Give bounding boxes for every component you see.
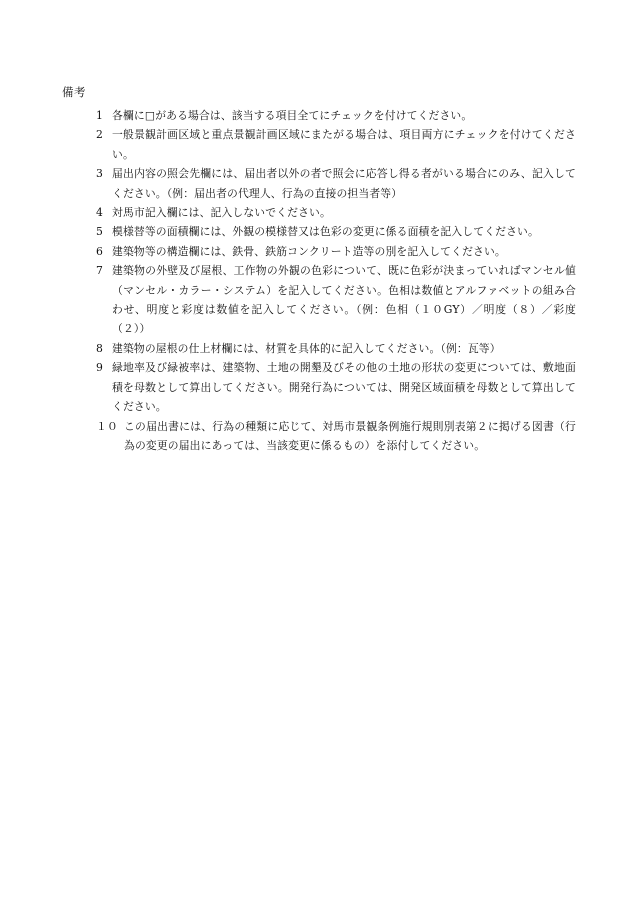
remarks-list — [96, 106, 576, 455]
remark-number: 7 — [96, 264, 104, 278]
remark-number: 9 — [96, 361, 104, 375]
remark-number: １０ — [96, 419, 118, 433]
remark-item-3 — [96, 164, 576, 203]
remark-number: 3 — [96, 167, 104, 181]
remark-text: 建築物等の構造欄には、鉄骨、鉄筋コンクリート造等の別を記入してください。 — [112, 244, 506, 258]
remark-number: 6 — [96, 244, 104, 258]
remark-number: 5 — [96, 225, 104, 239]
remark-number: 8 — [96, 341, 104, 355]
remark-text: 建築物の屋根の仕上材欄には、材質を具体的に記入してください。（例：瓦等） — [112, 341, 501, 355]
remarks-heading: 備考 — [62, 85, 86, 99]
remark-item-9 — [96, 358, 576, 416]
remark-text: 対馬市記入欄には、記入しないでください。 — [112, 206, 331, 220]
remark-number: 2 — [96, 128, 104, 142]
remark-text: 建築物の外壁及び屋根、工作物の外観の色彩について、既に色彩が決まっていればマンセル値（マンセル・カラー・システム）を記入してください。色相は数値とアルファベットの組み合わせ、明度と彩度は数値を記入してください。（例：色相（１０GY）／明度（８）／彩度（２）） — [112, 264, 576, 336]
remark-item-2 — [96, 125, 576, 164]
remark-text: 一般景観計画区域と重点景観計画区域にまたがる場合は、項目両方にチェックを付けてください。 — [112, 128, 576, 161]
remark-item-6 — [96, 242, 576, 261]
remark-text: 届出内容の照会先欄には、届出者以外の者で照会に応答し得る者がいる場合にのみ、記入してください。（例：届出者の代理人、行為の直接の担当者等） — [112, 167, 576, 200]
remark-text: 緑地率及び緑被率は、建築物、土地の開墾及びその他の土地の形状の変更については、敷地面積を母数として算出してください。開発行為については、開発区域面積を母数として算出してください。 — [112, 361, 576, 414]
remark-item-4 — [96, 203, 576, 222]
remark-item-1 — [96, 106, 576, 125]
remark-item-8 — [96, 339, 576, 358]
remark-item-10 — [96, 417, 576, 456]
remark-number: 1 — [96, 109, 104, 122]
remark-text: 各欄に□がある場合は、該当する項目全てにチェックを付けてください。 — [112, 109, 473, 122]
remark-item-5 — [96, 222, 576, 241]
remark-number: 4 — [96, 206, 104, 220]
remark-text: この届出書には、行為の種類に応じて、対馬市景観条例施行規則別表第２に掲げる図書（行為の変更の届出にあっては、当該変更に係るもの）を添付してください。 — [124, 419, 576, 452]
remark-text: 模様替等の面積欄には、外観の模様替又は色彩の変更に係る面積を記入してください。 — [112, 225, 539, 239]
remark-item-7 — [96, 261, 576, 339]
